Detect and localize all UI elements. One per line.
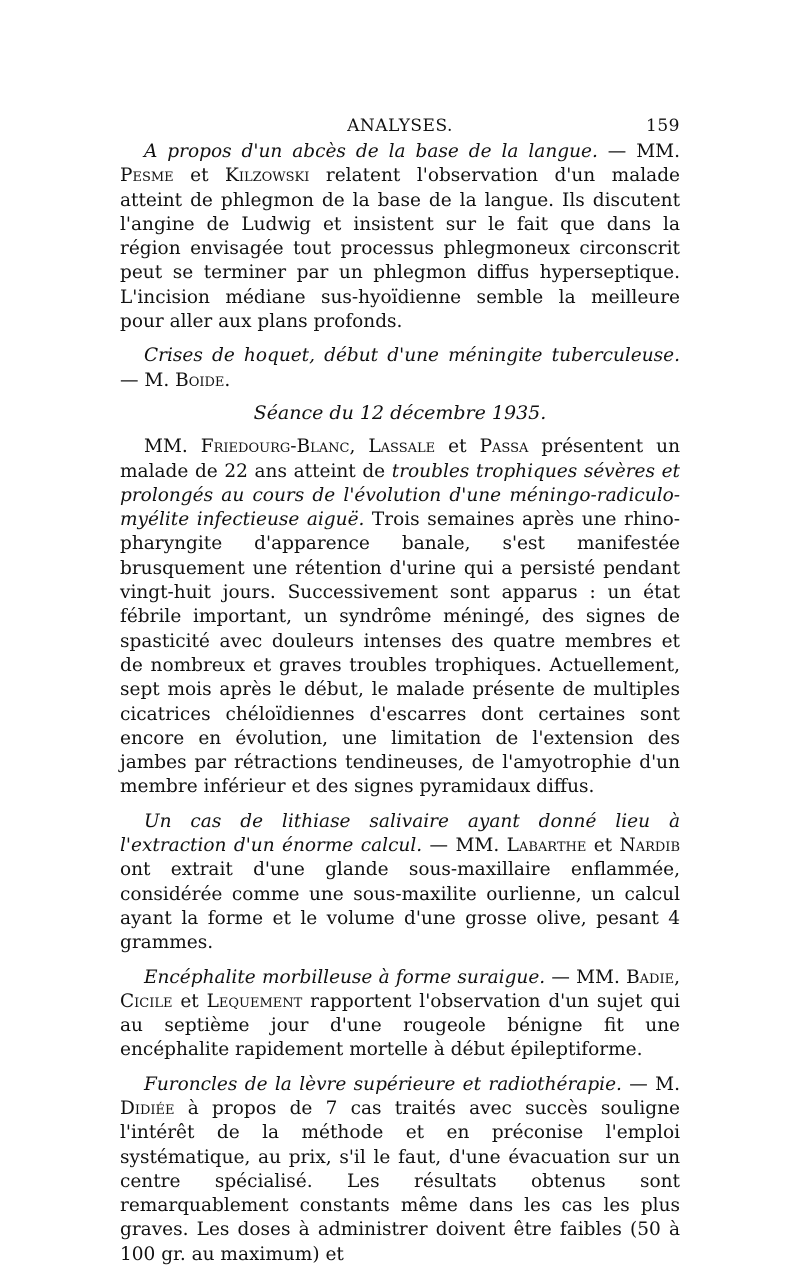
separator: — M. xyxy=(120,369,176,391)
separator: — M. xyxy=(621,1073,680,1095)
author-name: Nardib xyxy=(619,835,680,857)
article-title: Furoncles de la lèvre supérieure et radiothérapie. xyxy=(144,1073,622,1095)
author-name: Labarthe xyxy=(506,835,587,857)
prefix: MM. xyxy=(144,436,201,458)
author-name: Pesme xyxy=(120,165,174,187)
paragraph-body: présentent un malade de 22 ans atteint de xyxy=(120,436,680,482)
conjunction: et xyxy=(173,165,225,187)
author-name: Passa xyxy=(479,436,529,458)
author-name: Badie xyxy=(626,966,675,988)
paragraph-body: ont extrait d'une glande sous-maxillaire enflammée, considérée comme une sous-maxilite ourlienne, un calcul ayant la forme et le volume d'une grosse olive, pesant 4 grammes. xyxy=(120,859,680,954)
paragraph-abces-langue xyxy=(120,140,680,334)
conjunction: et xyxy=(435,436,480,458)
page-number: 159 xyxy=(646,116,680,136)
author-name: Didiée xyxy=(120,1097,175,1119)
paragraph-body: à propos de 7 cas traités avec succès souligne l'intérêt de la méthode et en préconise l'emploi systématique, au prix, s'il le faut, d'une évacuation sur un centre spécialisé. Les résultats obtenus sont remarquablement constants même dans les cas les plus graves. Les doses à administrer doivent être faibles (50 à 100 gr. au maximum) et xyxy=(120,1097,680,1265)
paragraph-troubles-trophiques xyxy=(120,435,680,799)
separator: — MM. xyxy=(422,835,507,857)
paragraph-body: relatent l'observation d'un malade atteint de phlegmon de la base de la langue. Ils discutent l'angine de Ludwig et insistent sur le fait que dans la région envisagée tout processus phlegmoneux circonscrit peut se terminer par un phlegmon diffus hyperseptique. L'incision médiane sus-hyoïdienne semble la meilleure pour aller aux plans profonds. xyxy=(120,165,680,333)
paragraph-hoquet xyxy=(120,344,680,393)
article-title: A propos d'un abcès de la base de la langue. xyxy=(144,141,598,162)
author-name: Lequement xyxy=(206,990,303,1012)
paragraph-furoncles xyxy=(120,1073,680,1267)
author-name: Boide xyxy=(175,369,225,391)
article-title: Encéphalite morbilleuse à forme suraigue. xyxy=(144,966,546,988)
separator: — MM. xyxy=(597,141,680,162)
comma: , xyxy=(349,436,369,458)
header-title: ANALYSES. xyxy=(347,116,453,136)
conjunction: et xyxy=(172,990,207,1012)
author-name: Lassale xyxy=(368,436,436,458)
running-header xyxy=(120,116,680,140)
author-name: Friedourg-Blanc xyxy=(200,436,350,458)
paragraph-body: Trois semaines après une rhino-pharyngite d'apparence banale, s'est manifestée brusquement une rétention d'urine qui a persisté pendant vingt-huit jours. Successivement sont apparus : un état fébrile important, un syndrôme méningé, des signes de spasticité avec douleurs intenses des quatre membres et de nombreux et graves troubles trophiques. Actuellement, sept mois après le début, le malade présente de multiples cicatrices chéloïdiennes d'escarres dont certaines sont encore en évolution, une limitation de l'extension des jambes par rétractions tendineuses, de l'amyotrophie d'un membre inférieur et des signes pyramidaux diffus. xyxy=(120,509,680,798)
conjunction: et xyxy=(586,835,620,857)
italic-phrase: troubles trophiques sévères et prolongés au cours de l'évolution d'une méningo-radiculo-myélite infectieuse aiguë. xyxy=(120,460,680,531)
paragraph-body: rapportent l'observation d'un sujet qui au septième jour d'une rougeole bénigne fit une encéphalite rapidement mortelle à début épileptiforme. xyxy=(120,990,680,1061)
paragraph-encephalite xyxy=(120,966,680,1063)
author-name: Cicile xyxy=(120,990,173,1012)
article-title: Crises de hoquet, début d'une méningite tuberculeuse. xyxy=(144,345,680,367)
session-heading: Séance du 12 décembre 1935. xyxy=(253,401,547,424)
page xyxy=(120,116,680,1267)
author-name: Kilzowski xyxy=(225,165,310,187)
article-title: Un cas de lithiase salivaire ayant donné lieu à l'extraction d'un énorme calcul. xyxy=(120,810,680,857)
period: . xyxy=(224,369,231,391)
comma: , xyxy=(674,966,680,988)
paragraph-lithiase xyxy=(120,810,680,956)
separator: — MM. xyxy=(545,966,627,988)
